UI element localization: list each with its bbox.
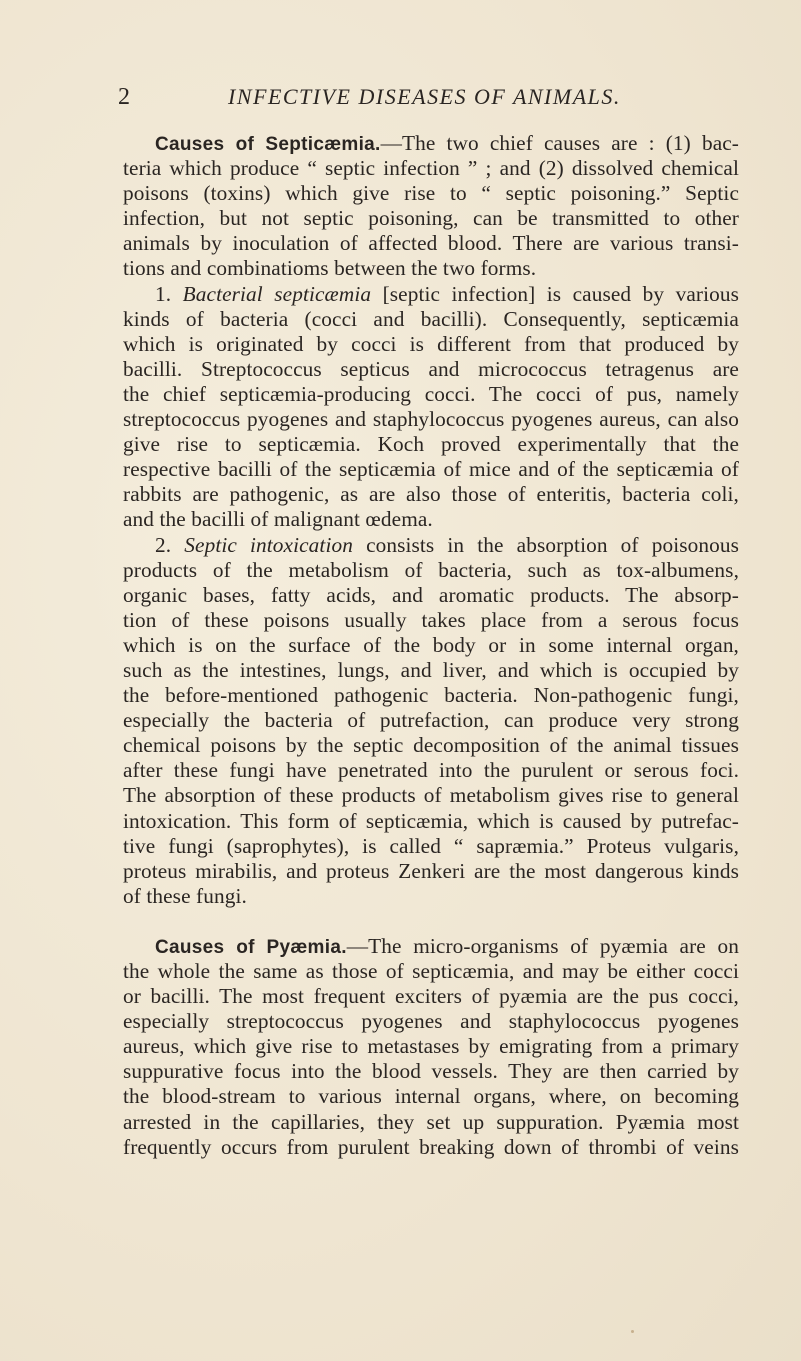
text-line: suppurative focus into the blood vessels. They are then carried by [123,1059,739,1084]
text-line: the chief septicæmia-producing cocci. The cocci of pus, namely [123,381,739,406]
text-line: products of the metabolism of bacteria, such as tox-albumens, [123,557,739,582]
text-line: rabbits are pathogenic, as are also those of enteritis, bacteria coli, [123,482,739,507]
text-line: The absorption of these products of metabolism gives rise to general [123,783,739,808]
text-line: 1. Bacterial septicæmia [septic infection] is caused by various [155,281,739,306]
text-line: tions and combinatioms between the two forms. [123,256,537,281]
text-line: tive fungi (saprophytes), is called “ sapræmia.” Proteus vulgaris, [123,833,739,858]
text-line: of these fungi. [123,883,247,908]
text-line: which is originated by cocci is different from that produced by [123,331,739,356]
section-heading: Causes of Septicæmia. [155,134,381,155]
paragraph-causes-of-septicaemia [123,131,739,282]
text-line: organic bases, fatty acids, and aromatic products. The absorp- [123,582,739,607]
section-heading: Causes of Pyæmia. [155,936,347,958]
text-line: chemical poisons by the septic decomposition of the animal tissues [123,733,739,758]
text-line: which is on the surface of the body or in some internal organ, [123,632,739,657]
text-line: arrested in the capillaries, they set up suppuration. Pyæmia most [123,1109,739,1134]
text-line: bacilli. Streptococcus septicus and micrococcus tetragenus are [123,356,739,381]
text-line: aureus, which give rise to metastases by emigrating from a primary [123,1034,739,1059]
paper-speck [631,1330,634,1333]
text-line: streptococcus pyogenes and staphylococcus pyogenes aureus, can also [123,407,739,432]
text-line: Causes of Pyæmia.—The micro-organisms of pyæmia are on [155,933,739,958]
text-line: the before-mentioned pathogenic bacteria. Non-pathogenic fungi, [123,683,739,708]
running-head [118,82,678,112]
paragraph-septic-intoxication [123,533,739,909]
italic-term: Septic intoxication [184,532,353,557]
text-line: intoxication. This form of septicæmia, which is caused by putrefac- [123,808,739,833]
text-line: Causes of Septicæmia.—The two chief causes are : (1) bac- [155,131,739,155]
text-line: infection, but not septic poisoning, can be transmitted to other [123,206,739,231]
text-line: respective bacilli of the septicæmia of mice and of the septicæmia of [123,457,739,482]
text-line: such as the intestines, lungs, and liver, and which is occupied by [123,657,739,682]
text-line: tion of these poisons usually takes place from a serous focus [123,607,739,632]
text-line: 2. Septic intoxication consists in the absorption of poisonous [155,532,739,557]
paragraph-bacterial-septicaemia [123,282,739,533]
text-line: kinds of bacteria (cocci and bacilli). Consequently, septicæmia [123,306,739,331]
italic-term: Bacterial septicæmia [182,281,372,306]
text-line: poisons (toxins) which give rise to “ septic poisoning.” Septic [123,181,739,206]
text-line: or bacilli. The most frequent exciters of pyæmia are the pus cocci, [123,984,739,1009]
running-title: INFECTIVE DISEASES OF ANIMALS. [228,84,621,109]
text-line: especially the bacteria of putrefaction, can produce very strong [123,708,739,733]
text-line: especially streptococcus pyogenes and staphylococcus pyogenes [123,1009,739,1034]
text-line: teria which produce “ septic infection ” ; and (2) dissolved chemical [123,156,739,181]
text-line: after these fungi have penetrated into the purulent or serous foci. [123,758,739,783]
paragraph-gap [123,909,739,934]
text-line: and the bacilli of malignant œdema. [123,507,433,532]
paragraph-causes-of-pyaemia [123,934,739,1160]
text-line: proteus mirabilis, and proteus Zenkeri are the most dangerous kinds [123,858,739,883]
item-number: 1. [155,281,172,306]
text-line: frequently occurs from purulent breaking down of thrombi of veins [123,1134,739,1159]
text-line: the blood-stream to various internal organs, where, on becoming [123,1084,739,1109]
text-line: animals by inoculation of affected blood. There are various transi- [123,231,739,256]
text-line: give rise to septicæmia. Koch proved experimentally that the [123,432,739,457]
item-number: 2. [155,532,172,557]
text-line: the whole the same as those of septicæmia, and may be either cocci [123,959,739,983]
page-number: 2 [118,84,130,110]
body-text [123,131,739,1160]
